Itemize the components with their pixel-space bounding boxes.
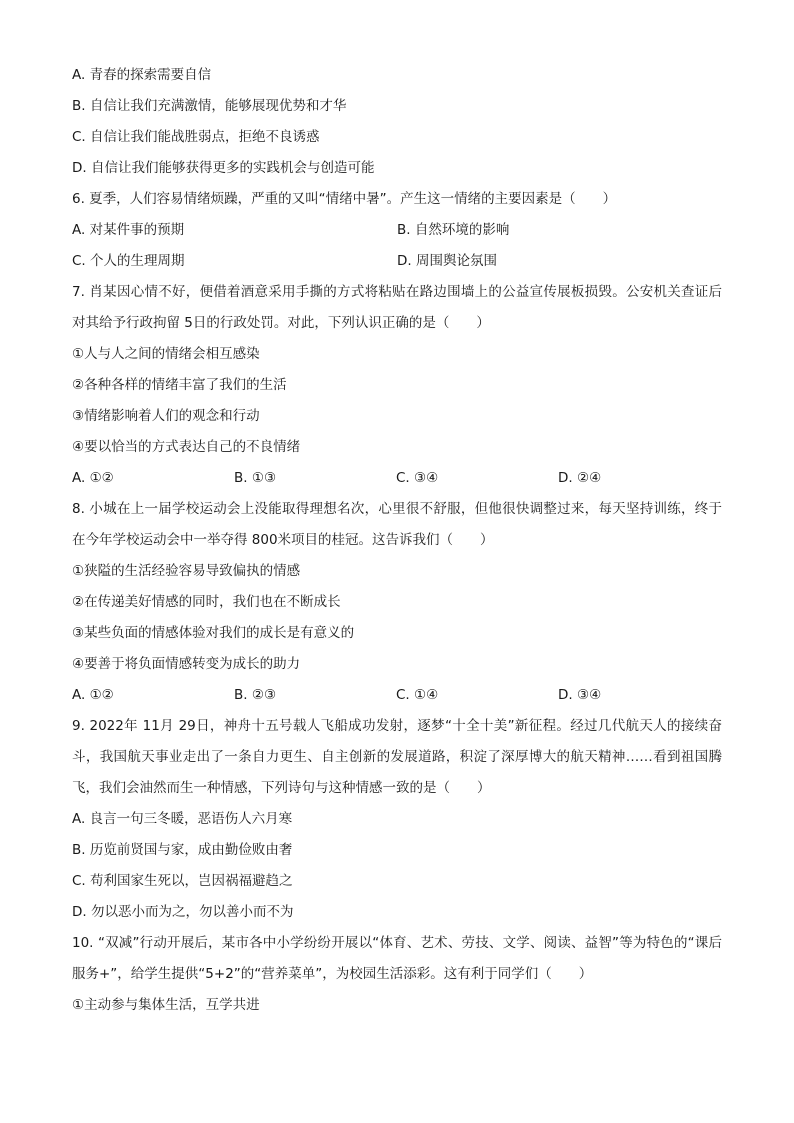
q7-option-c: C. ③④ xyxy=(396,470,439,486)
q7-statement-4: ④要以恰当的方式表达自己的不良情绪 xyxy=(72,439,301,455)
q5-option-b: B. 自信让我们充满激情，能够展现优势和才华 xyxy=(72,98,347,114)
q7-stem: 7. 肖某因心情不好，便借着酒意采用手撕的方式将粘贴在路边围墙上的公益宣传展板损毁。公安机关查证后对其给予行政拘留 5日的行政处罚。对此，下列认识正确的是（ ） xyxy=(72,284,722,331)
q7-options xyxy=(72,463,722,494)
q8-stem: 8. 小城在上一届学校运动会上没能取得理想名次，心里很不舒服，但他很快调整过来，每天坚持训练，终于在今年学校运动会中一举夺得 800米项目的桂冠。这告诉我们（ ） xyxy=(72,501,722,548)
q9-option-a: A. 良言一句三冬暖，恶语伤人六月寒 xyxy=(72,811,293,827)
q6-options-row1 xyxy=(72,215,722,246)
q7-statement-3: ③情绪影响着人们的观念和行动 xyxy=(72,408,260,424)
q6-option-c: C. 个人的生理周期 xyxy=(72,253,185,269)
q6-option-b: B. 自然环境的影响 xyxy=(397,222,510,238)
q7-statement-1: ①人与人之间的情绪会相互感染 xyxy=(72,346,260,362)
q8-statement-2: ②在传递美好情感的同时，我们也在不断成长 xyxy=(72,594,341,610)
q9-stem: 9. 2022年 11月 29日，神舟十五号载人飞船成功发射，逐梦“十全十美”新征程。经过几代航天人的接续奋斗，我国航天事业走出了一条自力更生、自主创新的发展道路，积淀了深厚博大的航天精神……看到祖国腾飞，我们会油然而生一种情感，下列诗句与这种情感一致的是（ ） xyxy=(72,718,722,796)
q6-options-row2 xyxy=(72,246,722,277)
q9-option-b: B. 历览前贤国与家，成由勤俭败由奢 xyxy=(72,842,293,858)
q6-option-d: D. 周围舆论氛围 xyxy=(397,253,497,269)
q6-stem: 6. 夏季，人们容易情绪烦躁，严重的又叫“情绪中暑”。产生这一情绪的主要因素是（ ） xyxy=(72,191,617,207)
q6-option-a: A. 对某件事的预期 xyxy=(72,222,185,238)
q10-stem: 10. “双减”行动开展后，某市各中小学纷纷开展以“体育、艺术、劳技、文学、阅读、益智”等为特色的“课后服务+”，给学生提供“5+2”的“营养菜单”，为校园生活添彩。这有利于同学们（ ） xyxy=(72,935,722,982)
q8-option-b: B. ②③ xyxy=(234,687,277,703)
q5-option-c: C. 自信让我们能战胜弱点，拒绝不良诱惑 xyxy=(72,129,320,145)
q8-option-a: A. ①② xyxy=(72,687,114,703)
q7-option-b: B. ①③ xyxy=(234,470,277,486)
q8-option-c: C. ①④ xyxy=(396,687,439,703)
q8-option-d: D. ③④ xyxy=(558,687,602,703)
q10-statement-1: ①主动参与集体生活，互学共进 xyxy=(72,997,260,1013)
exam-page xyxy=(72,60,722,1021)
q8-statement-4: ④要善于将负面情感转变为成长的助力 xyxy=(72,656,301,672)
q7-option-d: D. ②④ xyxy=(558,470,602,486)
q9-option-c: C. 苟利国家生死以，岂因祸福避趋之 xyxy=(72,873,293,889)
q9-option-d: D. 勿以恶小而为之，勿以善小而不为 xyxy=(72,904,294,920)
q5-option-a: A. 青春的探索需要自信 xyxy=(72,67,212,83)
q7-option-a: A. ①② xyxy=(72,470,114,486)
q8-options xyxy=(72,680,722,711)
q5-option-d: D. 自信让我们能够获得更多的实践机会与创造可能 xyxy=(72,160,375,176)
q8-statement-1: ①狭隘的生活经验容易导致偏执的情感 xyxy=(72,563,301,579)
q8-statement-3: ③某些负面的情感体验对我们的成长是有意义的 xyxy=(72,625,355,641)
q7-statement-2: ②各种各样的情绪丰富了我们的生活 xyxy=(72,377,287,393)
